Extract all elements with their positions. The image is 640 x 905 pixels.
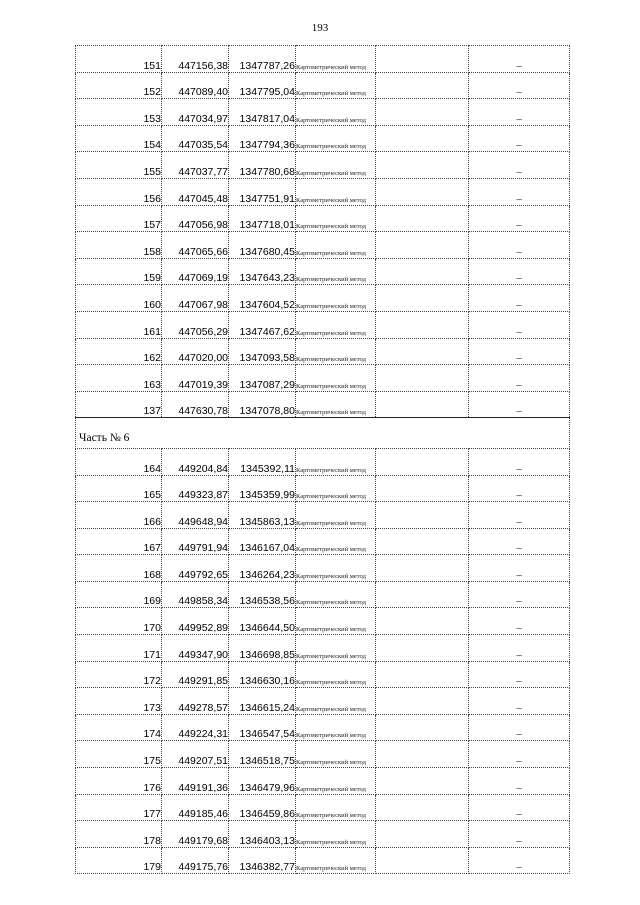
coordinate-y: 1346479,96 xyxy=(229,768,296,795)
table-row xyxy=(76,46,570,73)
method-cell: Картометрический метод xyxy=(296,338,376,365)
dash-cell: – xyxy=(469,232,570,259)
point-number: 154 xyxy=(76,125,162,152)
table-row xyxy=(76,311,570,338)
coordinate-x: 449224,31 xyxy=(162,714,229,741)
empty-cell xyxy=(376,205,469,232)
table-row xyxy=(76,741,570,768)
table-row xyxy=(76,608,570,635)
coordinate-x: 449792,65 xyxy=(162,555,229,582)
point-number: 155 xyxy=(76,152,162,179)
table-row xyxy=(76,502,570,529)
coordinate-x: 449207,51 xyxy=(162,741,229,768)
coordinate-y: 1347751,91 xyxy=(229,178,296,205)
section-title: Часть № 6 xyxy=(76,418,570,449)
table-row xyxy=(76,794,570,821)
method-cell: Картометрический метод xyxy=(296,608,376,635)
table-body-part-before xyxy=(76,46,570,418)
dash-cell: – xyxy=(469,794,570,821)
table-row xyxy=(76,821,570,848)
table-row xyxy=(76,152,570,179)
dash-cell: – xyxy=(469,72,570,99)
empty-cell xyxy=(376,555,469,582)
method-cell: Картометрический метод xyxy=(296,178,376,205)
coordinate-x: 447056,29 xyxy=(162,311,229,338)
method-cell: Картометрический метод xyxy=(296,99,376,126)
method-cell: Картометрический метод xyxy=(296,365,376,392)
coordinate-x: 447630,78 xyxy=(162,391,229,418)
point-number: 168 xyxy=(76,555,162,582)
table-row xyxy=(76,285,570,312)
table-row xyxy=(76,338,570,365)
method-cell: Картометрический метод xyxy=(296,502,376,529)
empty-cell xyxy=(376,285,469,312)
table-row xyxy=(76,528,570,555)
table-row xyxy=(76,178,570,205)
dash-cell: – xyxy=(469,714,570,741)
method-cell: Картометрический метод xyxy=(296,258,376,285)
coordinate-y: 1346538,56 xyxy=(229,581,296,608)
coordinate-x: 449323,87 xyxy=(162,475,229,502)
empty-cell xyxy=(376,847,469,874)
dash-cell: – xyxy=(469,847,570,874)
table-row xyxy=(76,475,570,502)
coordinate-y: 1347817,04 xyxy=(229,99,296,126)
dash-cell: – xyxy=(469,205,570,232)
dash-cell: – xyxy=(469,635,570,662)
empty-cell xyxy=(376,448,469,475)
empty-cell xyxy=(376,391,469,418)
method-cell: Картометрический метод xyxy=(296,847,376,874)
method-cell: Картометрический метод xyxy=(296,475,376,502)
empty-cell xyxy=(376,661,469,688)
dash-cell: – xyxy=(469,365,570,392)
coordinate-x: 447035,54 xyxy=(162,125,229,152)
coordinate-y: 1347643,23 xyxy=(229,258,296,285)
coordinate-y: 1346698,85 xyxy=(229,635,296,662)
method-cell: Картометрический метод xyxy=(296,661,376,688)
point-number: 170 xyxy=(76,608,162,635)
dash-cell: – xyxy=(469,258,570,285)
coordinate-x: 447019,39 xyxy=(162,365,229,392)
dash-cell: – xyxy=(469,391,570,418)
empty-cell xyxy=(376,72,469,99)
coordinate-x: 447089,40 xyxy=(162,72,229,99)
table-row xyxy=(76,232,570,259)
coordinate-x: 447037,77 xyxy=(162,152,229,179)
table-row xyxy=(76,258,570,285)
point-number: 152 xyxy=(76,72,162,99)
dash-cell: – xyxy=(469,125,570,152)
coordinate-y: 1346167,04 xyxy=(229,528,296,555)
table-row xyxy=(76,365,570,392)
dash-cell: – xyxy=(469,178,570,205)
method-cell: Картометрический метод xyxy=(296,714,376,741)
empty-cell xyxy=(376,152,469,179)
empty-cell xyxy=(376,608,469,635)
table-row xyxy=(76,72,570,99)
coordinate-x: 449278,57 xyxy=(162,688,229,715)
coordinate-y: 1346459,86 xyxy=(229,794,296,821)
point-number: 169 xyxy=(76,581,162,608)
dash-cell: – xyxy=(469,99,570,126)
empty-cell xyxy=(376,821,469,848)
coordinate-y: 1346382,77 xyxy=(229,847,296,874)
point-number: 174 xyxy=(76,714,162,741)
dash-cell: – xyxy=(469,152,570,179)
method-cell: Картометрический метод xyxy=(296,821,376,848)
empty-cell xyxy=(376,502,469,529)
coordinate-y: 1346630,16 xyxy=(229,661,296,688)
dash-cell: – xyxy=(469,608,570,635)
coordinate-y: 1347787,26 xyxy=(229,46,296,73)
table-row xyxy=(76,661,570,688)
table-row xyxy=(76,391,570,418)
coordinate-y: 1345863,13 xyxy=(229,502,296,529)
coordinate-y: 1347794,36 xyxy=(229,125,296,152)
empty-cell xyxy=(376,178,469,205)
coordinate-x: 447020,00 xyxy=(162,338,229,365)
empty-cell xyxy=(376,232,469,259)
table-row xyxy=(76,688,570,715)
empty-cell xyxy=(376,714,469,741)
table-row xyxy=(76,714,570,741)
table-row xyxy=(76,99,570,126)
method-cell: Картометрический метод xyxy=(296,688,376,715)
coordinate-x: 449347,90 xyxy=(162,635,229,662)
coordinate-y: 1347680,45 xyxy=(229,232,296,259)
dash-cell: – xyxy=(469,821,570,848)
coordinate-x: 449179,68 xyxy=(162,821,229,848)
method-cell: Картометрический метод xyxy=(296,391,376,418)
point-number: 159 xyxy=(76,258,162,285)
empty-cell xyxy=(376,99,469,126)
coordinate-x: 447067,98 xyxy=(162,285,229,312)
coordinate-y: 1346615,24 xyxy=(229,688,296,715)
method-cell: Картометрический метод xyxy=(296,448,376,475)
method-cell: Картометрический метод xyxy=(296,152,376,179)
table-row xyxy=(76,635,570,662)
coordinate-x: 449191,36 xyxy=(162,768,229,795)
table-row xyxy=(76,581,570,608)
coordinate-x: 447065,66 xyxy=(162,232,229,259)
table-row xyxy=(76,448,570,475)
coordinate-y: 1346264,23 xyxy=(229,555,296,582)
coordinate-x: 447034,97 xyxy=(162,99,229,126)
coordinate-y: 1347467,62 xyxy=(229,311,296,338)
method-cell: Картометрический метод xyxy=(296,768,376,795)
dash-cell: – xyxy=(469,46,570,73)
dash-cell: – xyxy=(469,768,570,795)
method-cell: Картометрический метод xyxy=(296,232,376,259)
method-cell: Картометрический метод xyxy=(296,741,376,768)
point-number: 179 xyxy=(76,847,162,874)
method-cell: Картометрический метод xyxy=(296,581,376,608)
method-cell: Картометрический метод xyxy=(296,205,376,232)
coordinate-y: 1346403,13 xyxy=(229,821,296,848)
point-number: 164 xyxy=(76,448,162,475)
empty-cell xyxy=(376,741,469,768)
point-number: 166 xyxy=(76,502,162,529)
page-number: 193 xyxy=(311,22,329,34)
empty-cell xyxy=(376,635,469,662)
coordinate-y: 1346518,75 xyxy=(229,741,296,768)
coordinate-x: 449858,34 xyxy=(162,581,229,608)
empty-cell xyxy=(376,581,469,608)
coordinate-x: 447156,38 xyxy=(162,46,229,73)
empty-cell xyxy=(376,794,469,821)
coordinate-x: 449204,84 xyxy=(162,448,229,475)
coordinate-y: 1346547,54 xyxy=(229,714,296,741)
empty-cell xyxy=(376,258,469,285)
empty-cell xyxy=(376,125,469,152)
empty-cell xyxy=(376,365,469,392)
dash-cell: – xyxy=(469,555,570,582)
coordinate-y: 1347780,68 xyxy=(229,152,296,179)
coordinate-y: 1345359,99 xyxy=(229,475,296,502)
point-number: 175 xyxy=(76,741,162,768)
coordinate-x: 449175,76 xyxy=(162,847,229,874)
dash-cell: – xyxy=(469,311,570,338)
dash-cell: – xyxy=(469,338,570,365)
coordinate-y: 1347093,58 xyxy=(229,338,296,365)
point-number: 163 xyxy=(76,365,162,392)
empty-cell xyxy=(376,528,469,555)
empty-cell xyxy=(376,46,469,73)
point-number: 177 xyxy=(76,794,162,821)
coordinate-y: 1347795,04 xyxy=(229,72,296,99)
coordinate-y: 1347078,80 xyxy=(229,391,296,418)
table-row xyxy=(76,847,570,874)
method-cell: Картометрический метод xyxy=(296,311,376,338)
point-number: 162 xyxy=(76,338,162,365)
dash-cell: – xyxy=(469,661,570,688)
coordinate-x: 449291,85 xyxy=(162,661,229,688)
table-row xyxy=(76,205,570,232)
dash-cell: – xyxy=(469,502,570,529)
point-number: 161 xyxy=(76,311,162,338)
section-header xyxy=(76,418,570,449)
point-number: 178 xyxy=(76,821,162,848)
coordinates-table xyxy=(75,45,570,874)
empty-cell xyxy=(376,688,469,715)
coordinate-y: 1347718,01 xyxy=(229,205,296,232)
dash-cell: – xyxy=(469,285,570,312)
point-number: 167 xyxy=(76,528,162,555)
method-cell: Картометрический метод xyxy=(296,555,376,582)
empty-cell xyxy=(376,475,469,502)
point-number: 172 xyxy=(76,661,162,688)
empty-cell xyxy=(376,338,469,365)
dash-cell: – xyxy=(469,528,570,555)
coordinate-x: 447069,19 xyxy=(162,258,229,285)
coordinate-x: 447045,48 xyxy=(162,178,229,205)
dash-cell: – xyxy=(469,475,570,502)
table-row xyxy=(76,768,570,795)
table-row xyxy=(76,125,570,152)
empty-cell xyxy=(376,311,469,338)
dash-cell: – xyxy=(469,741,570,768)
method-cell: Картометрический метод xyxy=(296,46,376,73)
method-cell: Картометрический метод xyxy=(296,285,376,312)
point-number: 156 xyxy=(76,178,162,205)
table-row xyxy=(76,555,570,582)
coordinate-x: 447056,98 xyxy=(162,205,229,232)
coordinate-x: 449791,94 xyxy=(162,528,229,555)
coordinate-y: 1347604,52 xyxy=(229,285,296,312)
point-number: 160 xyxy=(76,285,162,312)
method-cell: Картометрический метод xyxy=(296,635,376,662)
coordinate-y: 1345392,11 xyxy=(229,448,296,475)
dash-cell: – xyxy=(469,581,570,608)
dash-cell: – xyxy=(469,688,570,715)
point-number: 176 xyxy=(76,768,162,795)
point-number: 173 xyxy=(76,688,162,715)
method-cell: Картометрический метод xyxy=(296,794,376,821)
table-body-part-6 xyxy=(76,448,570,874)
coordinate-y: 1346644,50 xyxy=(229,608,296,635)
empty-cell xyxy=(376,768,469,795)
coordinate-x: 449952,89 xyxy=(162,608,229,635)
point-number: 153 xyxy=(76,99,162,126)
point-number: 137 xyxy=(76,391,162,418)
point-number: 165 xyxy=(76,475,162,502)
point-number: 171 xyxy=(76,635,162,662)
method-cell: Картометрический метод xyxy=(296,528,376,555)
method-cell: Картометрический метод xyxy=(296,72,376,99)
method-cell: Картометрический метод xyxy=(296,125,376,152)
coordinate-y: 1347087,29 xyxy=(229,365,296,392)
coordinate-x: 449648,94 xyxy=(162,502,229,529)
dash-cell: – xyxy=(469,448,570,475)
coordinate-x: 449185,46 xyxy=(162,794,229,821)
point-number: 158 xyxy=(76,232,162,259)
point-number: 151 xyxy=(76,46,162,73)
point-number: 157 xyxy=(76,205,162,232)
